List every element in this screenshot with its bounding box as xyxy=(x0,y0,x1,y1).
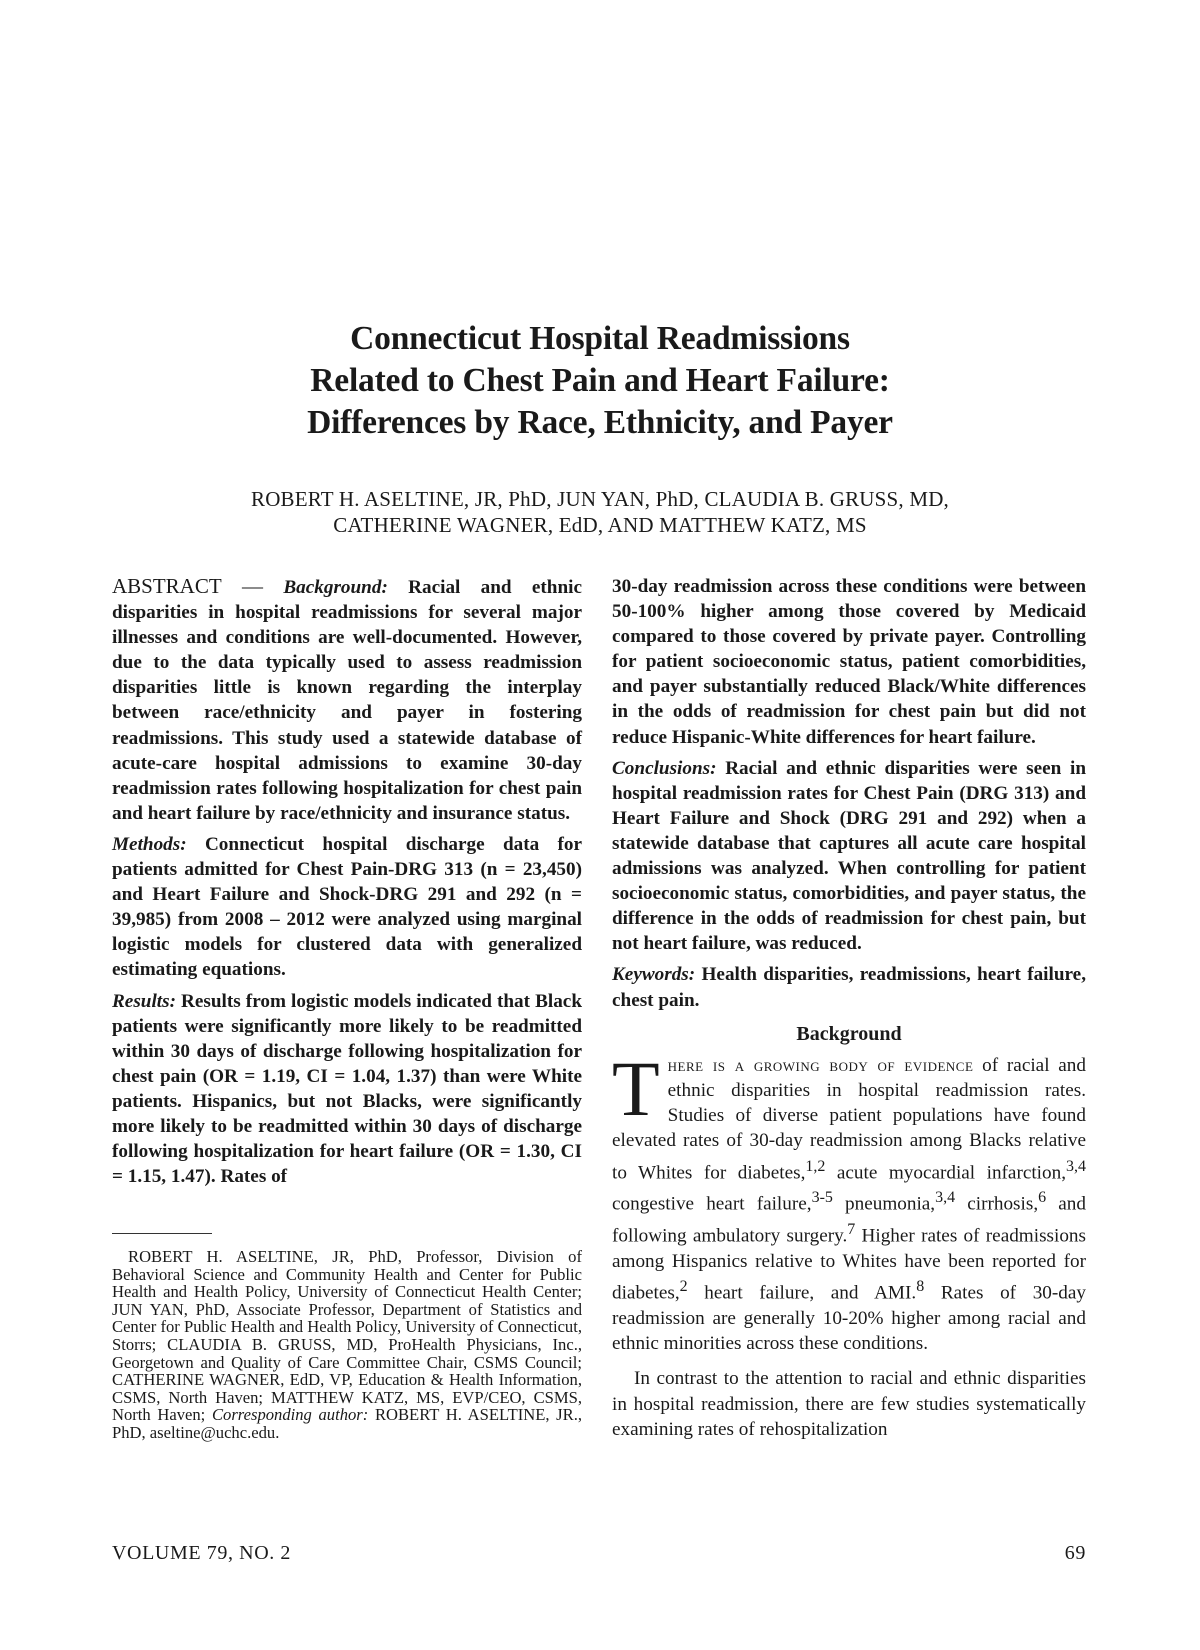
body-text-run: cirrhosis, xyxy=(955,1193,1039,1215)
keywords-text: Health disparities, readmissions, heart failure, chest pain. xyxy=(612,964,1086,1011)
title-line-3: Differences by Race, Ethnicity, and Payer xyxy=(307,404,893,441)
page-number: 69 xyxy=(1064,1542,1086,1564)
citation: 1,2 xyxy=(805,1157,826,1175)
authors-line-2: CATHERINE WAGNER, EdD, AND MATTHEW KATZ, MS xyxy=(333,513,867,537)
results-text-continued: 30-day readmission across these conditions were between 50-100% higher among those covered by Medicaid compared to those covered by private payer. Controlling for patient socioeconomic status, patient comorbidities, and payer substantially reduced Black/White differences in the odds of readmission for chest pain but did not reduce Hispanic-White differences for heart failure. xyxy=(612,576,1086,748)
results-text: Results from logistic models indicated that Black patients were significantly more likely to be readmitted within 30 days of discharge following hospitalization for chest pain (OR = 1.19, CI = 1.04, 1.37) than were White patients. Hispanics, but not Blacks, were significantly more likely to be readmitted within 30 days of discharge following hospitalization for heart failure (OR = 1.30, CI = 1.15, 1.47). Rates of xyxy=(112,990,582,1188)
background-text: Racial and ethnic disparities in hospital readmissions for several major illnesses and conditions are well-documented. However, due to the data typically used to assess readmission disparities little is known regarding the interplay between race/ethnicity and payer in fostering readmissions. This study used a statewide database of acute-care hospital admissions to examine 30-day readmission rates following hospitalization for chest pain and heart failure by race/ethnicity and insurance status. xyxy=(112,577,582,824)
author-affiliations xyxy=(112,1248,582,1442)
corresponding-author-label: Corresponding author: xyxy=(211,1405,369,1425)
corresponding-author-text: ROBERT H. ASELTINE, JR., PhD, aseltine@uchc.edu. xyxy=(112,1405,582,1442)
citation: 3,4 xyxy=(935,1189,956,1207)
abstract-conclusions xyxy=(612,756,1086,957)
body-text-run: and following ambulatory surgery. xyxy=(612,1193,1086,1247)
background-label: Background: xyxy=(283,577,388,598)
background-heading: Background xyxy=(796,1022,902,1045)
abstract-keywords xyxy=(612,962,1086,1012)
body-text-run: Rates of 30-day readmission are generally 10-20% higher among racial and ethnic minorities across these conditions. xyxy=(612,1282,1086,1355)
authors-line-1: ROBERT H. ASELTINE, JR, PhD, JUN YAN, PhD, CLAUDIA B. GRUSS, MD, xyxy=(250,487,950,511)
body-text-run: congestive heart failure, xyxy=(612,1193,812,1215)
body-text-run: heart failure, and AMI. xyxy=(687,1282,917,1304)
conclusions-text: Racial and ethnic disparities were seen in hospital readmission rates for Chest Pain (DRG 313) and Heart Failure and Shock (DRG 291 and 292) when a statewide database that captures all acute care hospital admissions was analyzed. When controlling for patient socioeconomic status, comorbidities, and payer status, the difference in the odds of readmission for chest pain, but not heart failure, was reduced. xyxy=(612,757,1086,955)
footnote-divider xyxy=(112,1233,212,1234)
body-text-run: Higher rates of readmissions among Hispanics relative to Whites have been reported for diabetes, xyxy=(612,1225,1086,1304)
keywords-label: Keywords: xyxy=(612,964,696,986)
abstract-results xyxy=(112,989,582,1190)
right-column xyxy=(612,574,1086,1452)
affiliation-text: ROBERT H. ASELTINE, JR, PhD, Professor, Division of Behavioral Science and Community Health and Center for Public Health and Health Policy, University of Connecticut Health Center; JUN YAN, PhD, Associate Professor, Department of Statistics and Center for Public Health and Health Policy, University of Connecticut, Storrs; CLAUDIA B. GRUSS, MD, ProHealth Physicians, Inc., Georgetown and Quality of Care Committee Chair, CSMS Council; CATHERINE WAGNER, EdD, VP, Education & Health Information, CSMS, North Haven; MATTHEW KATZ, MS, EVP/CEO, CSMS, North Haven; xyxy=(112,1247,582,1425)
abstract-methods xyxy=(112,832,582,983)
article-title xyxy=(150,318,1050,444)
methods-label: Methods: xyxy=(112,833,187,855)
methods-text: Connecticut hospital discharge data for patients admitted for Chest Pain-DRG 313 (n = 23,450) and Heart Failure and Shock-DRG 291 and 292 (n = 39,985) from 2008 – 2012 were analyzed using marginal logistic models for clustered data with generalized estimating equations. xyxy=(112,833,583,981)
body-text-run: pneumonia, xyxy=(832,1193,936,1215)
background-paragraph-1 xyxy=(612,1044,1086,1357)
citation: 2 xyxy=(679,1278,688,1296)
background-paragraph-2: In contrast to the attention to racial and ethnic disparities in hospital readmission, there are few studies systematically examining rates of rehospitalization xyxy=(612,1368,1086,1441)
author-list xyxy=(150,486,1050,538)
body-text-run: of racial and ethnic disparities in hospital readmission rates. Studies of diverse patient populations have found elevated rates of 30-day readmission among Blacks relative to Whites for diabetes, xyxy=(612,1054,1086,1184)
smallcaps-opening: here is a growing body of evidence xyxy=(667,1054,974,1076)
left-column xyxy=(112,574,582,1195)
citation: 3,4 xyxy=(1066,1157,1086,1175)
abstract-background xyxy=(112,574,582,826)
drop-cap: T xyxy=(612,1044,660,1132)
citation: 6 xyxy=(1038,1189,1047,1207)
abstract-lead: ABSTRACT — xyxy=(112,574,264,598)
title-line-1: Connecticut Hospital Readmissions xyxy=(350,320,850,357)
journal-volume: VOLUME 79, NO. 2 xyxy=(112,1542,292,1564)
title-line-2: Related to Chest Pain and Heart Failure: xyxy=(310,362,890,399)
abstract-results-continued xyxy=(612,574,1086,750)
conclusions-label: Conclusions: xyxy=(612,757,717,779)
citation: 7 xyxy=(847,1221,856,1239)
body-text-run: acute myocardial infarction, xyxy=(825,1162,1066,1184)
results-label: Results: xyxy=(112,990,176,1012)
citation: 8 xyxy=(916,1278,925,1296)
citation: 3-5 xyxy=(811,1189,833,1207)
